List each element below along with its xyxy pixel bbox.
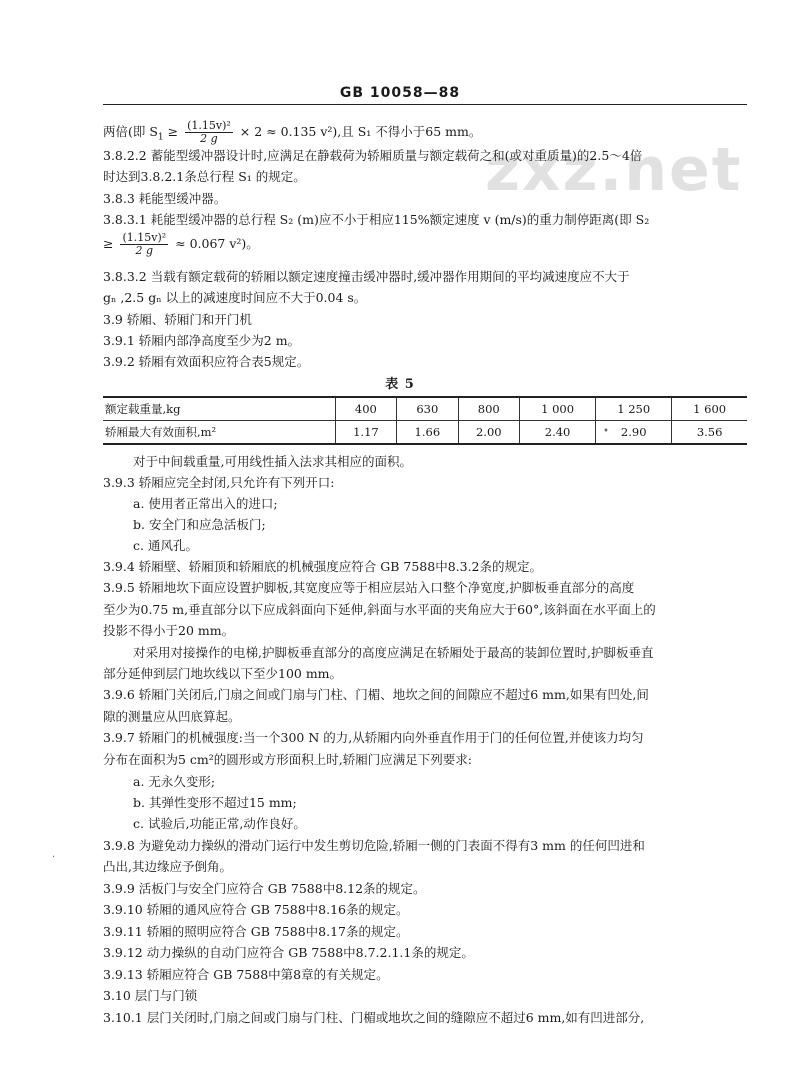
table-cell: 1.17 — [335, 421, 396, 445]
table-cell: 800 — [458, 397, 519, 421]
formula-line — [103, 232, 753, 257]
table-cell: 3.56 — [672, 421, 747, 445]
clause-3-9-2: 3.9.2 轿厢有效面积应符合表5规定。 — [103, 354, 310, 369]
clause-3-9-6: 3.9.6 轿厢门关闭后,门扇之间或门扇与门柱、门楣、地坎之间的间隙应不超过6 mm,如果有凹处,间 — [103, 687, 649, 702]
clause-3-9-3: 3.9.3 轿厢应完全封闭,只允许有下列开口: — [103, 475, 335, 490]
text-line: 至少为0.75 m,垂直部分以下应成斜面向下延伸,斜面与水平面的夹角应大于60°,该斜面在水平面上的 — [103, 602, 656, 617]
row-header: 轿厢最大有效面积,m² — [103, 421, 335, 445]
section-3-9: 3.9 轿厢、轿厢门和开门机 — [103, 312, 252, 327]
clause-3-8-2-2: 3.8.2.2 蓄能型缓冲器设计时,应满足在静载荷为轿厢质量与额定载荷之和(或对重质量)的2.5～4倍 — [103, 148, 643, 163]
clause-3-9-8: 3.9.8 为避免动力操纵的滑动门运行中发生剪切危险,轿厢一侧的门表面不得有3 mm 的任何凹进和 — [103, 838, 645, 853]
table-5 — [103, 396, 747, 445]
text-line: 时达到3.8.2.1条总行程 S₁ 的规定。 — [103, 169, 306, 184]
table-note: 对于中间载重量,可用线性插入法求其相应的面积。 — [133, 454, 412, 469]
section-3-10: 3.10 层门与门锁 — [103, 988, 198, 1003]
numerator: (1.15v)² — [122, 231, 167, 244]
text-line: 凸出,其边缘应予倒角。 — [103, 859, 232, 874]
fraction — [120, 232, 168, 257]
text: ≥ — [163, 124, 183, 139]
denominator: 2 g — [200, 132, 218, 145]
table-cell: 1.66 — [397, 421, 458, 445]
clause-3-10-1: 3.10.1 层门关闭时,门扇之间或门扇与门柱、门楣或地坎之间的缝隙应不超过6 mm,如有凹进部分, — [103, 1010, 645, 1025]
header-rule — [103, 104, 747, 105]
clause-3-9-12: 3.9.12 动力操纵的自动门应符合 GB 7588中8.7.2.1.1条的规定。 — [103, 945, 474, 960]
list-item: a. 无永久变形; — [133, 774, 216, 789]
list-item: b. 安全门和应急活板门; — [133, 517, 266, 532]
watermark: zxz.net — [485, 135, 743, 205]
text-line: 分布在面积为5 cm²的圆形或方形面积上时,轿厢门应满足下列要求: — [103, 752, 472, 767]
list-item: c. 试验后,功能正常,动作良好。 — [133, 816, 306, 831]
table-row — [103, 421, 747, 445]
scan-speck: · — [52, 852, 56, 863]
table-cell: 1 600 — [672, 397, 747, 421]
text: ≈ 0.067 v²)。 — [171, 236, 259, 251]
text: 两倍(即 S — [103, 124, 158, 139]
page-header: GB 10058—88 — [339, 85, 461, 101]
list-item: b. 其弹性变形不超过15 mm; — [133, 795, 297, 810]
text-line: 部分延伸到层门地坎线以下至少100 mm。 — [103, 666, 343, 681]
text: × 2 ≈ 0.135 v²),且 S₁ 不得小于65 mm。 — [235, 124, 482, 139]
clause-3-9-7: 3.9.7 轿厢门的机械强度:当一个300 N 的力,从轿厢内向外垂直作用于门的任何位置,并使该力均匀 — [103, 730, 644, 745]
clause-3-9-13: 3.9.13 轿厢应符合 GB 7588中第8章的有关规定。 — [103, 967, 389, 982]
subscript: 1 — [157, 132, 164, 143]
text: ≥ — [103, 236, 118, 251]
clause-3-9-5: 3.9.5 轿厢地坎下面应设置护脚板,其宽度应等于相应层站入口整个净宽度,护脚板垂直部分的高度 — [103, 580, 635, 595]
table-cell: 1 250 — [596, 397, 672, 421]
clause-3-8-3-1: 3.8.3.1 耗能型缓冲器的总行程 S₂ (m)应不小于相应115%额定速度 v (m/s)的重力制停距离(即 S₂ — [103, 212, 650, 227]
clause-3-9-1: 3.9.1 轿厢内部净高度至少为2 m。 — [103, 333, 301, 348]
clause-3-9-9: 3.9.9 活板门与安全门应符合 GB 7588中8.12条的规定。 — [103, 881, 426, 896]
clause-3-9-10: 3.9.10 轿厢的通风应符合 GB 7588中8.16条的规定。 — [103, 902, 409, 917]
text-line: 投影不得小于20 mm。 — [103, 623, 235, 638]
clause-3-9-11: 3.9.11 轿厢的照明应符合 GB 7588中8.17条的规定。 — [103, 924, 409, 939]
table-cell: 2.00 — [458, 421, 519, 445]
list-item: a. 使用者正常出入的进口; — [133, 496, 278, 511]
list-item: c. 通风孔。 — [133, 538, 198, 553]
line-1 — [103, 120, 753, 148]
row-header: 额定载重量,kg — [103, 397, 335, 421]
table-title: 表 5 — [385, 377, 415, 392]
table-row — [103, 397, 747, 421]
clause-3-8-3-2: 3.8.3.2 当载有额定载荷的轿厢以额定速度撞击缓冲器时,缓冲器作用期间的平均减速度应不大于 — [103, 269, 630, 284]
table-cell: 630 — [397, 397, 458, 421]
table-cell: 400 — [335, 397, 396, 421]
numerator: (1.15v)² — [187, 119, 231, 132]
paragraph: 对采用对接操作的电梯,护脚板垂直部分的高度应满足在轿厢处于最高的装卸位置时,护脚板垂直 — [133, 645, 654, 660]
clause-3-8-3: 3.8.3 耗能型缓冲器。 — [103, 191, 227, 206]
text-line: gₙ ,2.5 gₙ 以上的减速度时间应不大于0.04 s。 — [103, 290, 367, 305]
text-line: 隙的测量应从凹底算起。 — [103, 709, 241, 724]
table-cell: 2.40 — [520, 421, 596, 445]
table-cell: 1 000 — [520, 397, 596, 421]
scan-speck: • — [603, 426, 609, 437]
clause-3-9-4: 3.9.4 轿厢壁、轿厢顶和轿厢底的机械强度应符合 GB 7588中8.3.2条的规定。 — [103, 559, 543, 574]
fraction — [185, 120, 233, 145]
denominator: 2 g — [135, 244, 154, 257]
table-cell: 2.90 — [596, 421, 672, 445]
